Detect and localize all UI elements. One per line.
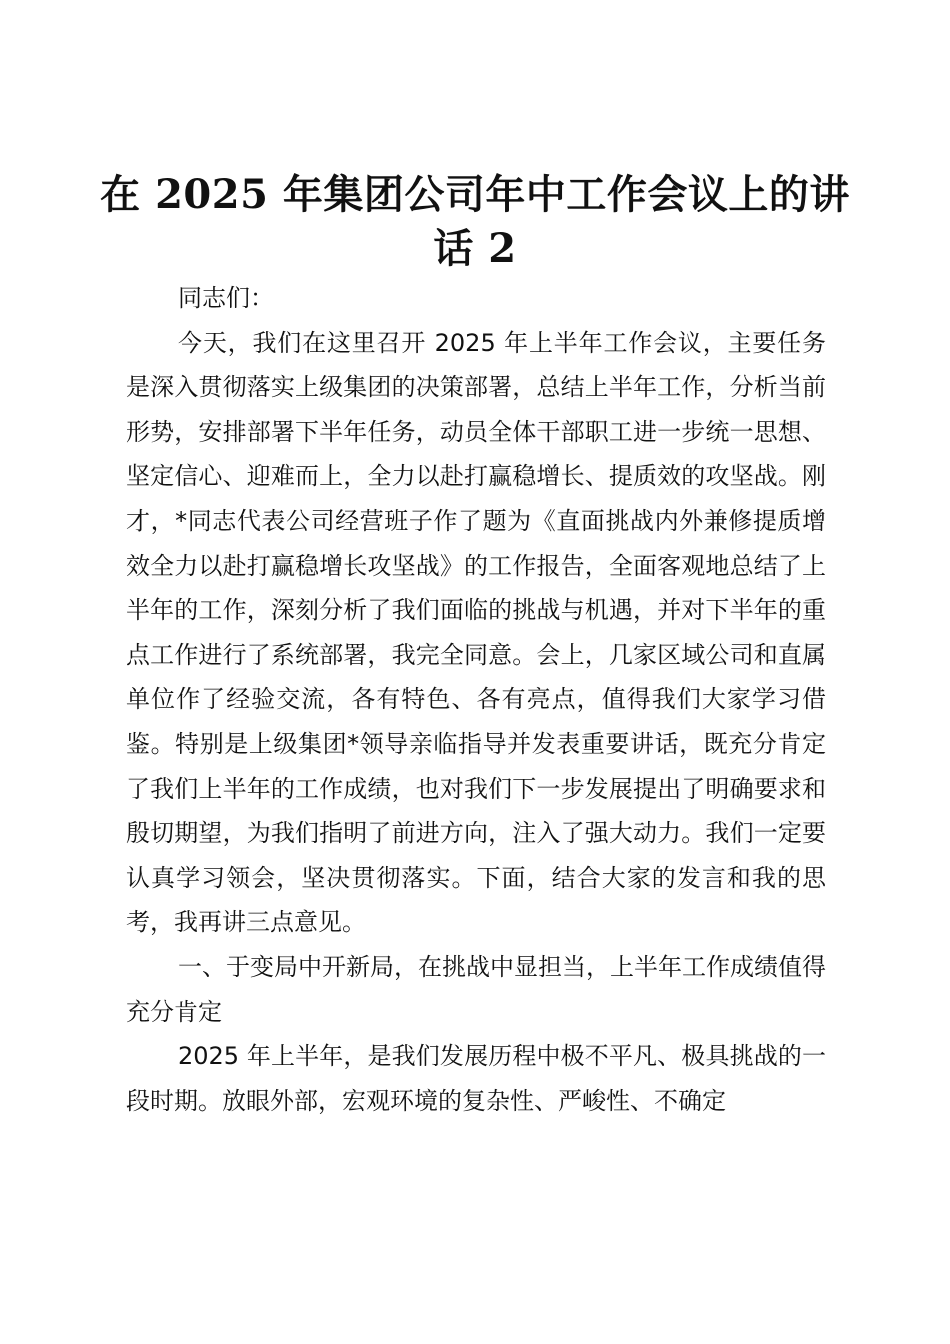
document-body bbox=[126, 276, 826, 1123]
section-paragraph: 2025 年上半年，是我们发展历程中极不平凡、极具挑战的一段时期。放眼外部，宏观环境的复杂性、严峻性、不确定 bbox=[126, 1042, 826, 1115]
document-title: 在 2025 年集团公司年中工作会议上的讲话 2 bbox=[100, 171, 850, 272]
salutation: 同志们： bbox=[178, 284, 274, 312]
opening-paragraph: 今天，我们在这里召开 2025 年上半年工作会议，主要任务是深入贯彻落实上级集团的决策部署，总结上半年工作，分析当前形势，安排部署下半年任务，动员全体干部职工进一步统一思想、坚定信心、迎难而上，全力以赴打赢稳增长、提质效的攻坚战。刚才，*同志代表公司经营班子作了题为《直面挑战内外兼修提质增效全力以赴打赢稳增长攻坚战》的工作报告，全面客观地总结了上半年的工作，深刻分析了我们面临的挑战与机遇，并对下半年的重点工作进行了系统部署，我完全同意。会上，几家区域公司和直属单位作了经验交流，各有特色、各有亮点，值得我们大家学习借鉴。特别是上级集团*领导亲临指导并发表重要讲话，既充分肯定了我们上半年的工作成绩，也对我们下一步发展提出了明确要求和殷切期望，为我们指明了前进方向，注入了强大动力。我们一定要认真学习领会，坚决贯彻落实。下面，结合大家的发言和我的思考，我再讲三点意见。 bbox=[126, 328, 826, 937]
section-heading: 一、于变局中开新局，在挑战中显担当，上半年工作成绩值得充分肯定 bbox=[126, 952, 826, 1026]
